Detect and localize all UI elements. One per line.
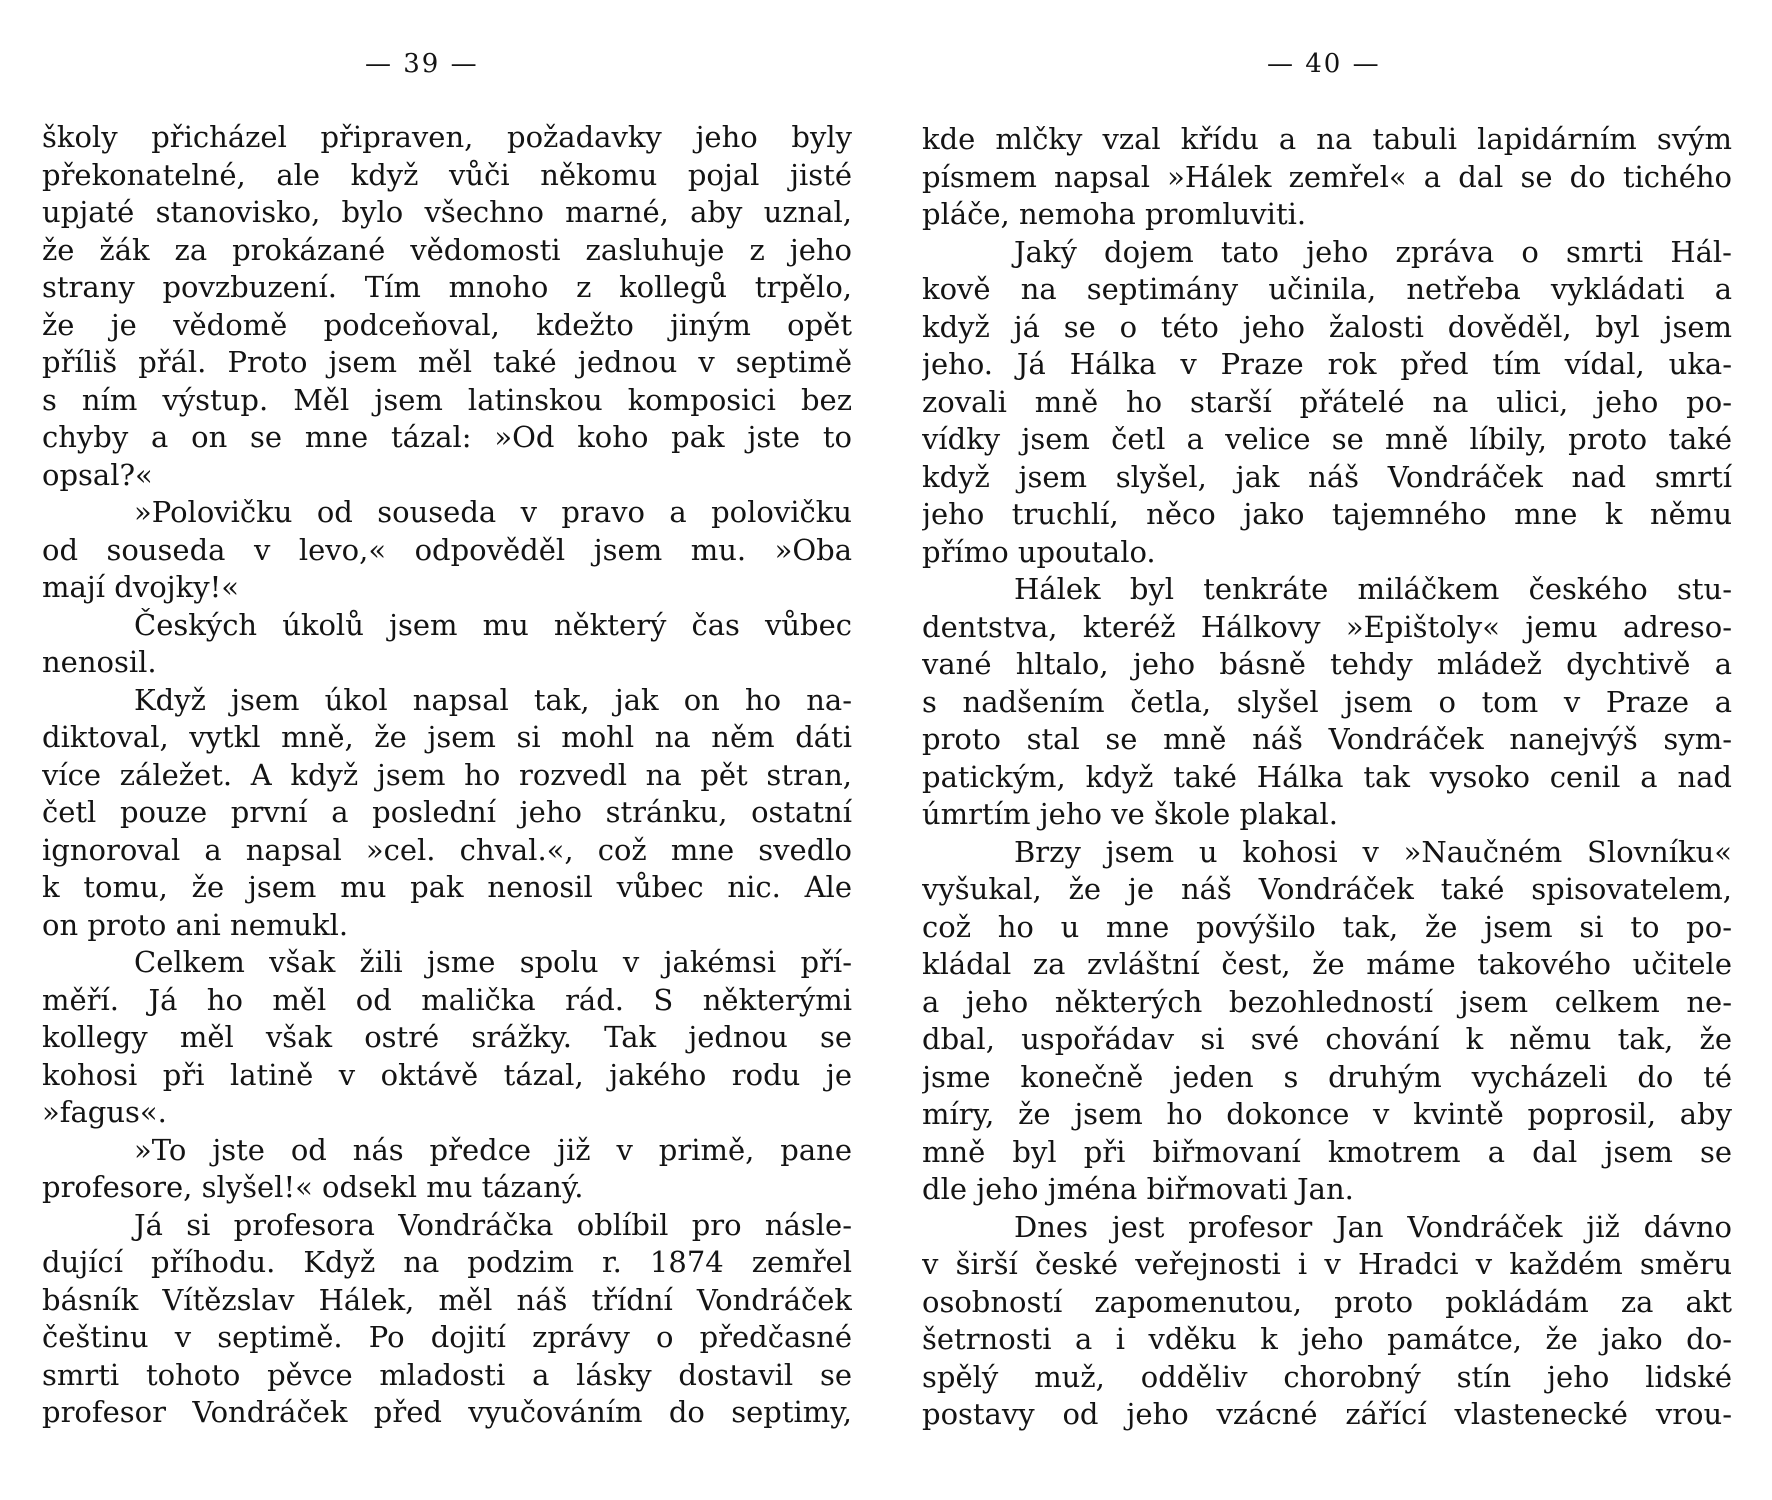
text-line: vídky jsem četl a velice se mně líbily, proto také: [922, 422, 1732, 456]
text-line: v širší české veřejnosti i v Hradci v každém směru: [922, 1247, 1732, 1281]
text-line: míry, že jsem ho dokonce v kvintě poprosil, aby: [922, 1097, 1732, 1131]
text-line: kládal za zvláštní čest, že máme takového učitele: [922, 947, 1732, 981]
text-line: příliš přál. Proto jsem měl také jednou v septimě: [42, 345, 852, 379]
text-line: ignoroval a napsal »cel. chval.«, což mne svedlo: [42, 832, 852, 867]
text-line: více záležet. A když jsem ho rozvedl na pět stran,: [42, 757, 852, 792]
right-page: [922, 0, 1732, 1500]
text-line: »To jste od nás předce již v primě, pane: [134, 1132, 852, 1167]
text-line: vyšukal, že je náš Vondráček také spisovatelem,: [922, 872, 1732, 906]
text-line: Já si profesora Vondráčka oblíbil pro násle-: [134, 1207, 852, 1242]
text-line: když já se o této jeho žalosti dověděl, byl jsem: [922, 309, 1732, 344]
text-line: kde mlčky vzal křídu a na tabuli lapidárním svým: [922, 122, 1732, 156]
text-line: jeho. Já Hálka v Praze rok před tím vídal, uka-: [922, 347, 1732, 381]
text-line: proto stal se mně náš Vondráček nanejvýš sym-: [922, 722, 1732, 756]
right-page-text: [922, 121, 1732, 1434]
text-line: »fagus«.: [42, 1095, 167, 1129]
text-line: dentstva, kteréž Hálkovy »Epištoly« jemu adreso-: [922, 609, 1732, 644]
text-line: od souseda v levo,« odpověděl jsem mu. »Oba: [42, 532, 852, 567]
text-line: Celkem však žili jsme spolu v jakémsi pří-: [134, 945, 852, 979]
left-page-text: [42, 119, 852, 1432]
text-line: diktoval, vytkl mně, že jsem si mohl na něm dáti: [42, 720, 852, 754]
text-line: vané hltalo, jeho básně tehdy mládež dychtivě a: [922, 647, 1732, 681]
text-line: přímo upoutalo.: [922, 534, 1156, 569]
page-number-right: — 40 —: [1267, 49, 1381, 79]
text-line: profesor Vondráček před vyučováním do septimy,: [42, 1395, 852, 1429]
text-line: úmrtím jeho ve škole plakal.: [922, 797, 1339, 831]
text-line: Jaký dojem tato jeho zpráva o smrti Hál-: [1014, 234, 1732, 269]
text-line: písmem napsal »Hálek zemřel« a dal se do tichého: [922, 159, 1732, 194]
text-line: pláče, nemoha promluviti.: [922, 197, 1307, 231]
text-line: jsme konečně jeden s druhým vycházeli do té: [922, 1059, 1732, 1094]
text-line: s ním výstup. Měl jsem latinskou komposici bez: [42, 382, 852, 417]
text-line: profesore, slyšel!« odsekl mu tázaný.: [42, 1170, 584, 1204]
page-number-left: — 39 —: [365, 49, 479, 79]
text-line: nenosil.: [42, 645, 157, 679]
text-line: a jeho některých bezohledností jsem celkem ne-: [922, 984, 1732, 1019]
text-line: osobností zapomenutou, proto pokládám za akt: [922, 1284, 1732, 1319]
text-line: dující příhodu. Když na podzim r. 1874 zemřel: [42, 1245, 852, 1279]
text-line: mně byl při biřmovaní kmotrem a dal jsem se: [922, 1134, 1732, 1169]
text-line: kollegy měl však ostré srážky. Tak jednou se: [42, 1020, 852, 1054]
text-line: upjaté stanovisko, bylo všechno marné, aby uznal,: [42, 195, 852, 229]
text-line: s nadšením četla, slyšel jsem o tom v Praze a: [922, 684, 1732, 719]
text-line: smrti tohoto pěvce mladosti a lásky dostavil se: [42, 1357, 852, 1392]
text-line: když jsem slyšel, jak náš Vondráček nad smrtí: [922, 459, 1732, 494]
text-line: měří. Já ho měl od malička rád. S některými: [42, 982, 852, 1017]
text-line: spělý muž, odděliv chorobný stín jeho lidské: [922, 1359, 1732, 1394]
text-line: opsal?«: [42, 457, 153, 492]
left-page: [42, 0, 852, 1500]
text-line: dle jeho jména biřmovati Jan.: [922, 1172, 1354, 1206]
text-line: Brzy jsem u kohosi v »Naučném Slovníku«: [1014, 834, 1732, 869]
text-line: Českých úkolů jsem mu některý čas vůbec: [134, 607, 852, 642]
text-line: což ho u mne povýšilo tak, že jsem si to po-: [922, 909, 1732, 944]
text-line: zovali mně ho starší přátelé na ulici, jeho po-: [922, 384, 1732, 419]
text-line: chyby a on se mne tázal: »Od koho pak jste to: [42, 420, 852, 454]
text-line: že žák za prokázané vědomosti zasluhuje z jeho: [42, 232, 852, 267]
text-line: četl pouze první a poslední jeho stránku, ostatní: [42, 795, 852, 829]
text-line: Hálek byl tenkráte miláčkem českého stu-: [1014, 572, 1732, 606]
text-line: kohosi při latině v oktávě tázal, jakého rodu je: [42, 1057, 852, 1092]
text-line: kově na septimány učinila, netřeba vykládati a: [922, 272, 1732, 306]
text-line: »Polovičku od souseda v pravo a polovičku: [134, 495, 852, 529]
text-line: překonatelné, ale když vůči někomu pojal jisté: [42, 157, 852, 192]
text-line: školy přicházel připraven, požadavky jeho byly: [42, 120, 852, 154]
text-line: češtinu v septimě. Po dojití zprávy o předčasné: [42, 1320, 852, 1354]
text-line: postavy od jeho vzácné zářící vlastenecké vrou-: [922, 1397, 1732, 1431]
text-line: strany povzbuzení. Tím mnoho z kollegů trpělo,: [42, 270, 852, 304]
text-line: Když jsem úkol napsal tak, jak on ho na-: [134, 682, 852, 717]
text-line: mají dvojky!«: [42, 570, 240, 604]
text-line: patickým, když také Hálka tak vysoko cenil a nad: [922, 759, 1732, 794]
text-line: k tomu, že jsem mu pak nenosil vůbec nic. Ale: [42, 870, 852, 904]
text-line: on proto ani nemukl.: [42, 907, 349, 942]
text-line: šetrnosti a i vděku k jeho památce, že jako do-: [922, 1322, 1732, 1356]
text-line: básník Vítězslav Hálek, měl náš třídní Vondráček: [42, 1282, 852, 1317]
text-line: Dnes jest profesor Jan Vondráček již dávno: [1014, 1209, 1732, 1244]
text-line: dbal, uspořádav si své chování k němu tak, že: [922, 1022, 1732, 1056]
text-line: jeho truchlí, něco jako tajemného mne k němu: [922, 497, 1732, 531]
text-line: že je vědomě podceňoval, kdežto jiným opět: [42, 307, 852, 342]
